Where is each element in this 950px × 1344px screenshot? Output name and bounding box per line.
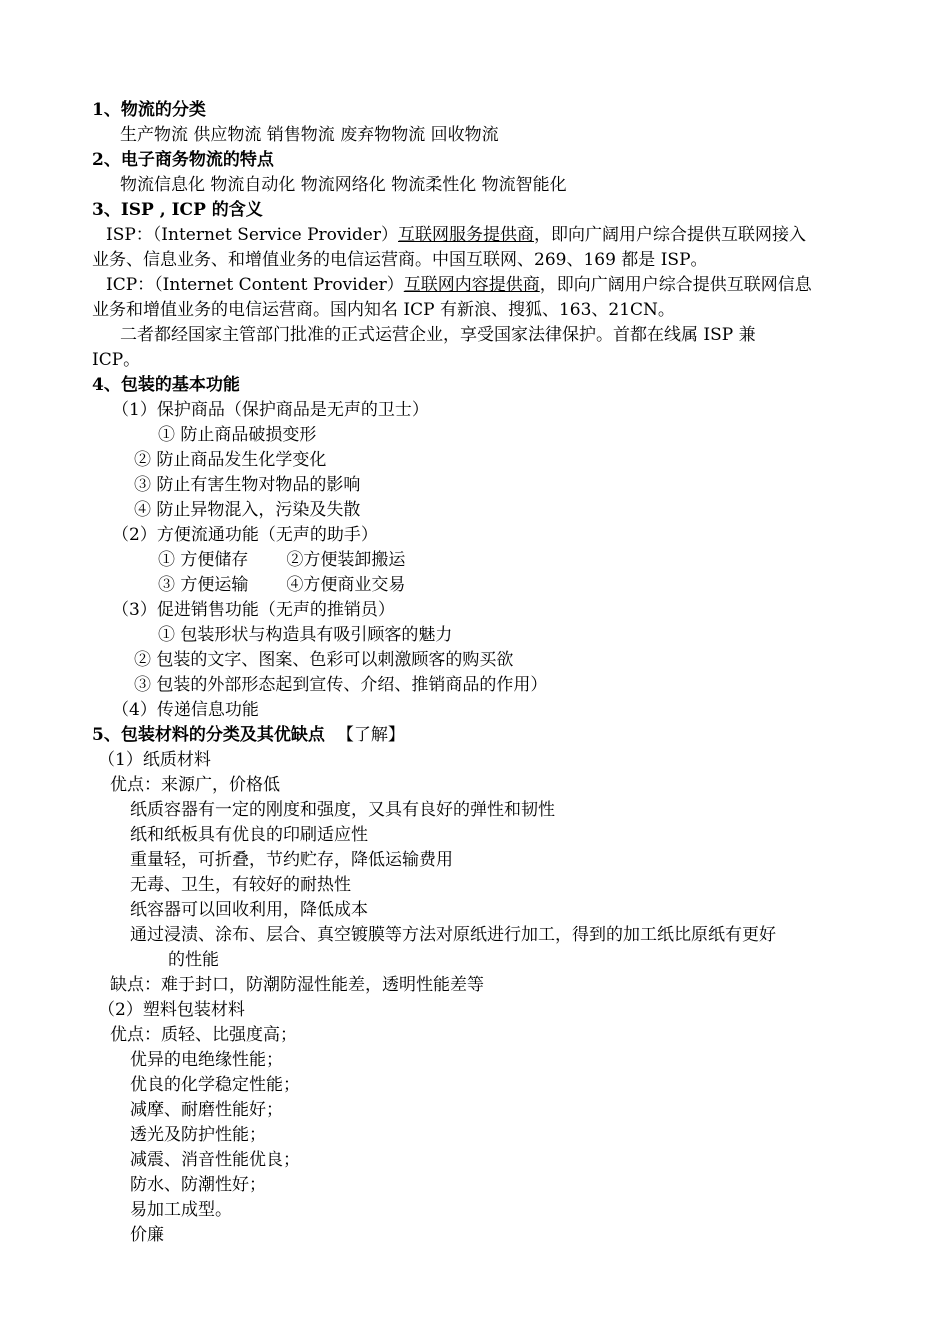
isp-icp-note-line-2: ICP。	[92, 350, 141, 370]
material-1-pro-item: 纸容器可以回收利用，降低成本	[130, 900, 368, 920]
material-1-cons: 缺点：难于封口，防潮防湿性能差，透明性能差等	[110, 975, 484, 995]
function-2-row-2	[158, 573, 405, 597]
function-1-item-b: ② 防止商品发生化学变化	[134, 450, 327, 470]
material-2-pro-item: 优异的电绝缘性能；	[130, 1050, 283, 1070]
material-2-pro-item: 透光及防护性能；	[130, 1125, 266, 1145]
function-3-item-b: ② 包装的文字、图案、色彩可以刺激顾客的购买欲	[134, 650, 514, 670]
material-2-pro-item: 减震、消音性能优良；	[130, 1150, 300, 1170]
material-1-pro-item-continuation: 的性能	[168, 950, 219, 970]
section-1-heading: 1、物流的分类	[92, 100, 206, 120]
material-1-pro-item: 通过浸渍、涂布、层合、真空镀膜等方法对原纸进行加工，得到的加工纸比原纸有更好	[130, 925, 776, 945]
material-2-pro-item: 优良的化学稳定性能；	[130, 1075, 300, 1095]
function-3-item-c: ③ 包装的外部形态起到宣传、介绍、推销商品的作用）	[134, 675, 548, 695]
material-2-pro-item: 价廉	[130, 1225, 164, 1245]
section-5-tag: 【了解】	[336, 725, 405, 745]
material-1-pro-item: 纸和纸板具有优良的印刷适应性	[130, 825, 368, 845]
material-1-heading: （1）纸质材料	[98, 750, 211, 770]
icp-definition-line-1	[106, 273, 812, 297]
section-4-heading: 4、包装的基本功能	[92, 375, 240, 395]
function-2-item-c: ③ 方便运输	[158, 575, 249, 595]
function-1-item-c: ③ 防止有害生物对物品的影响	[134, 475, 361, 495]
isp-definition-line-1	[106, 223, 806, 247]
function-2-item-a: ① 方便储存	[158, 550, 249, 570]
function-1: （1）保护商品（保护商品是无声的卫士）	[112, 400, 429, 420]
section-5-heading	[92, 723, 405, 747]
ecommerce-logistics-features: 物流信息化 物流自动化 物流网络化 物流柔性化 物流智能化	[120, 175, 567, 195]
function-1-item-a: ① 防止商品破损变形	[158, 425, 317, 445]
material-2-pro-item: 易加工成型。	[130, 1200, 232, 1220]
material-2-pros: 优点：质轻、比强度高；	[110, 1025, 297, 1045]
isp-term: 互联网服务提供商	[398, 225, 534, 245]
isp-definition-line-2: 业务、信息业务、和增值业务的电信运营商。中国互联网、269、169 都是 ISP。	[92, 250, 708, 270]
function-1-item-d: ④ 防止异物混入，污染及失散	[134, 500, 361, 520]
icp-term: 互联网内容提供商	[403, 275, 540, 295]
function-2-row-1	[158, 548, 405, 572]
material-1-pro-item: 无毒、卫生，有较好的耐热性	[130, 875, 351, 895]
function-3-item-a: ① 包装形状与构造具有吸引顾客的魅力	[158, 625, 453, 645]
icp-definition-line-2: 业务和增值业务的电信运营商。国内知名 ICP 有新浪、搜狐、163、21CN。	[92, 300, 675, 320]
material-1-pro-item: 重量轻，可折叠，节约贮存，降低运输费用	[130, 850, 453, 870]
material-1-pros: 优点：来源广，价格低	[110, 775, 280, 795]
function-2: （2）方便流通功能（无声的助手）	[112, 525, 378, 545]
material-2-pro-item: 减摩、耐磨性能好；	[130, 1100, 283, 1120]
function-2-item-d: ④方便商业交易	[286, 575, 406, 595]
function-4: （4）传递信息功能	[112, 700, 259, 720]
function-3: （3）促进销售功能（无声的推销员）	[112, 600, 395, 620]
isp-lead: ISP：（Internet Service Provider）	[106, 225, 398, 245]
icp-lead: ICP：（Internet Content Provider）	[106, 275, 404, 295]
icp-rest: ，即向广阔用户综合提供互联网信息	[539, 275, 812, 295]
section-5-title: 5、包装材料的分类及其优缺点	[92, 725, 325, 745]
section-3-heading: 3、ISP , ICP 的含义	[92, 200, 263, 220]
logistics-types: 生产物流 供应物流 销售物流 废弃物物流 回收物流	[120, 125, 499, 145]
function-2-item-b: ②方便装卸搬运	[286, 550, 406, 570]
material-2-heading: （2）塑料包装材料	[98, 1000, 245, 1020]
material-2-pro-item: 防水、防潮性好；	[130, 1175, 266, 1195]
isp-icp-note-line-1: 二者都经国家主管部门批准的正式运营企业，享受国家法律保护。首都在线属 ISP 兼	[120, 325, 756, 345]
section-2-heading: 2、电子商务物流的特点	[92, 150, 274, 170]
isp-rest: ，即向广阔用户综合提供互联网接入	[534, 225, 806, 245]
material-1-pro-item: 纸质容器有一定的刚度和强度，又具有良好的弹性和韧性	[130, 800, 555, 820]
